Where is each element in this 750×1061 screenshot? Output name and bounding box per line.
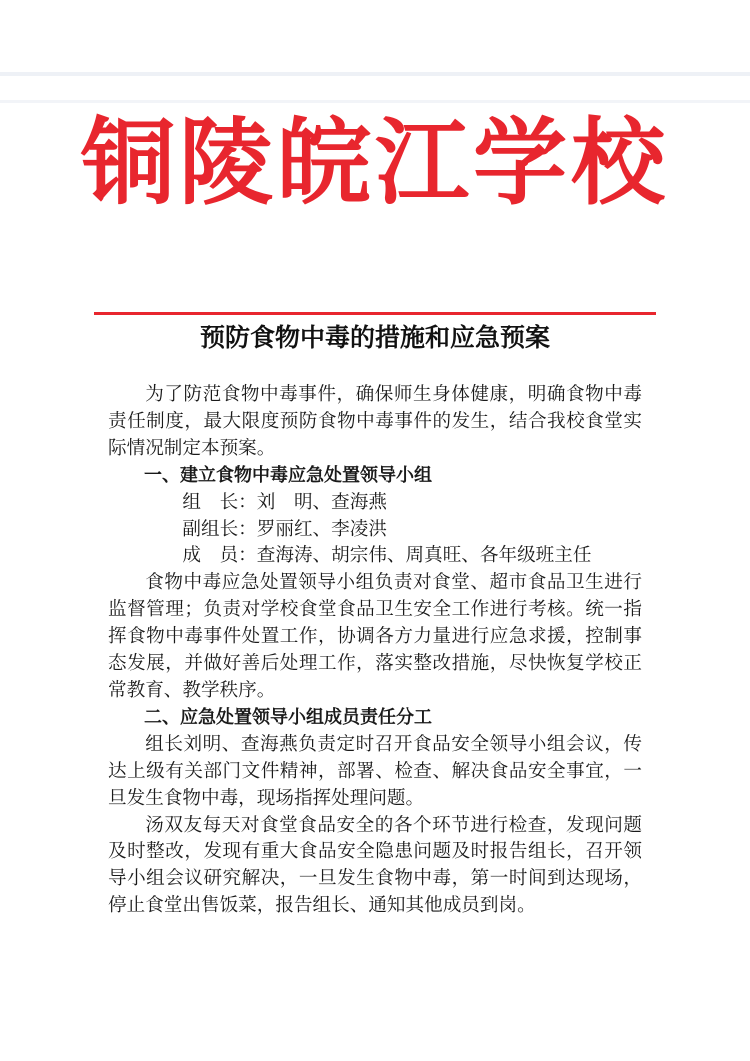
leader-line (108, 490, 642, 517)
deputy-value: 罗丽红、李凌洪 (256, 518, 387, 540)
members-value: 查海涛、胡宗伟、周真旺、各年级班主任 (256, 545, 592, 567)
section-2-paragraph-1: 组长刘明、查海燕负责定时召开食品安全领导小组会议，传达上级有关部门文件精神，部署、检查、解决食品安全事宜，一旦发生食物中毒，现场指挥处理问题。 (108, 733, 642, 809)
document-body (108, 382, 642, 920)
intro-paragraph: 为了防范食物中毒事件，确保师生身体健康，明确食物中毒责任制度，最大限度预防食物中毒事件的发生，结合我校食堂实际情况制定本预案。 (108, 384, 642, 459)
section-1-duty-paragraph: 食物中毒应急处置领导小组负责对食堂、超市食品卫生进行监督管理；负责对学校食堂食品卫生安全工作进行考核。统一指挥食物中毒事件处置工作，协调各方力量进行应急求援，控制事态发展，并做好善后处理工作，落实整改措施，尽快恢复学校正常教育、教学秩序。 (108, 572, 642, 701)
scan-artifact-band (0, 72, 750, 76)
members-label: 成 员： (182, 545, 257, 567)
document-title: 预防食物中毒的措施和应急预案 (199, 323, 550, 352)
leader-label: 组 长： (182, 491, 257, 513)
members-line (108, 543, 642, 570)
deputy-label: 副组长： (182, 518, 257, 540)
letterhead-red-rule (94, 312, 656, 315)
school-letterhead-title: 铜陵皖江学校 (80, 109, 669, 218)
leader-value: 刘 明、查海燕 (256, 491, 387, 513)
deputy-line (108, 517, 642, 544)
section-2-paragraph-2: 汤双友每天对食堂食品安全的各个环节进行检查，发现问题及时整改，发现有重大食品安全隐患问题及时报告组长，召开领导小组会议研究解决，一旦发生食物中毒，第一时间到达现场，停止食堂出售饭菜，报告组长、通知其他成员到岗。 (108, 814, 642, 917)
section-1-heading: 一、建立食物中毒应急处置领导小组 (144, 464, 432, 486)
section-2-heading: 二、应急处置领导小组成员责任分工 (144, 706, 432, 728)
scan-artifact-band (0, 100, 750, 103)
